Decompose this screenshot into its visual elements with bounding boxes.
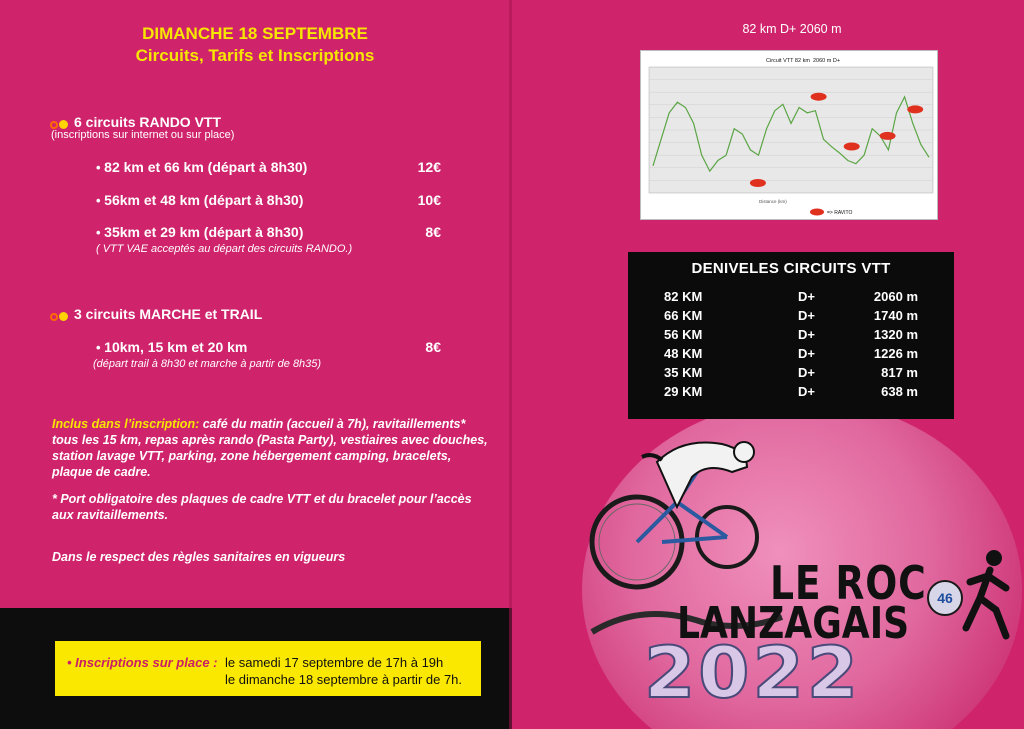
inclus-paragraph [52,416,492,480]
meters-cell: 2060 m [873,289,918,304]
port-note-line: * Port obligatoire des plaques de cadre VTT et du bracelet pour l’accès [52,492,472,506]
table-row [628,308,954,326]
km-cell: 82 KM [664,289,703,304]
bullet-dots-icon [50,307,68,323]
brand-line1: LE ROC [770,556,927,610]
marche-row [96,339,441,355]
elevation-profile-svg [641,51,937,219]
rando-note: (inscriptions sur internet ou sur place) [51,129,235,141]
meters-cell: 817 m [881,365,918,380]
rando-row-price: 10€ [417,192,441,208]
meters-cell: 1740 m [873,308,918,323]
dplus-cell: D+ [798,346,815,361]
inclus-text: plaque de cadre. [52,465,151,479]
ravito-legend-icon [810,209,824,216]
inclus-text: tous les 15 km, repas après rando (Pasta Party), vestiaires avec douches, [52,433,488,447]
inscriptions-label: • Inscriptions sur place : [67,655,218,670]
marche-row-label: • 10km, 15 km et 20 km [96,339,247,355]
rando-row-price: 8€ [425,224,441,240]
km-cell: 48 KM [664,346,703,361]
brand-line2: LANZAGAIS [677,598,910,649]
km-cell: 66 KM [664,308,703,323]
ravito-marker [811,93,827,101]
table-row [628,365,954,383]
inscriptions-line: le dimanche 18 septembre à partir de 7h. [225,672,463,687]
rando-row-label: • 35km et 29 km (départ à 8h30) [96,224,303,240]
x-axis-label: Distance (km) [759,199,787,204]
deniveles-table [628,252,954,419]
ravito-marker [907,105,923,113]
inclus-label: Inclus dans l’inscription: [52,417,200,431]
rando-row-label: • 82 km et 66 km (départ à 8h30) [96,159,307,175]
dplus-cell: D+ [798,384,815,399]
marche-row-price: 8€ [425,339,441,355]
rando-row [96,159,441,175]
rando-row [96,224,441,240]
sanitaires-note: Dans le respect des règles sanitaires en vigueurs [52,550,346,564]
department-badge: 46 [927,580,963,616]
inscriptions-box [55,641,481,696]
ravito-marker [844,143,860,151]
meters-cell: 638 m [881,384,918,399]
brand-year: 2022 [644,632,862,714]
dplus-cell: D+ [798,289,815,304]
km-cell: 35 KM [664,365,703,380]
meters-cell: 1226 m [873,346,918,361]
port-note-line: aux ravitaillements. [52,508,169,522]
rando-row-label: • 56km et 48 km (départ à 8h30) [96,192,303,208]
profile-inner-title: 2060 m D+ [813,58,841,64]
header-date: DIMANCHE 18 SEPTEMBRE [142,24,368,43]
inclus-text: station lavage VTT, parking, zone hébergement camping, bracelets, [52,449,452,463]
km-cell: 29 KM [664,384,703,399]
ravito-marker [880,132,896,140]
inscriptions-line: le samedi 17 septembre de 17h à 19h [225,655,444,670]
ravito-legend: => RAVITO [827,210,853,216]
right-panel [512,0,1024,729]
table-row [628,346,954,364]
dplus-cell: D+ [798,308,815,323]
rando-title-text: 6 circuits RANDO VTT [74,114,222,130]
table-row [628,289,954,307]
elevation-profile-chart [640,50,938,220]
meters-cell: 1320 m [873,327,918,342]
dplus-cell: D+ [798,327,815,342]
marche-section-title [50,306,262,323]
inclus-text: café du matin (accueil à 7h), ravitaillements* [202,417,466,431]
table-row [628,327,954,345]
rando-row [96,192,441,208]
profile-title: 82 km D+ 2060 m [742,22,842,36]
port-note [52,491,492,523]
table-row [628,384,954,402]
deniveles-title: DENIVELES CIRCUITS VTT [691,260,891,277]
marche-title-text: 3 circuits MARCHE et TRAIL [74,306,263,322]
vae-note: ( VTT VAE acceptés au départ des circuits RANDO.) [96,243,353,255]
header-subtitle: Circuits, Tarifs et Inscriptions [135,46,375,65]
dplus-cell: D+ [798,365,815,380]
rando-row-price: 12€ [417,159,441,175]
ravito-marker [750,179,766,187]
marche-note: (départ trail à 8h30 et marche à partir de 8h35) [93,358,322,370]
km-cell: 56 KM [664,327,703,342]
left-panel [0,0,510,729]
runner-icon [960,548,1016,640]
profile-inner-title: Circuit VTT 82 km [766,58,810,64]
